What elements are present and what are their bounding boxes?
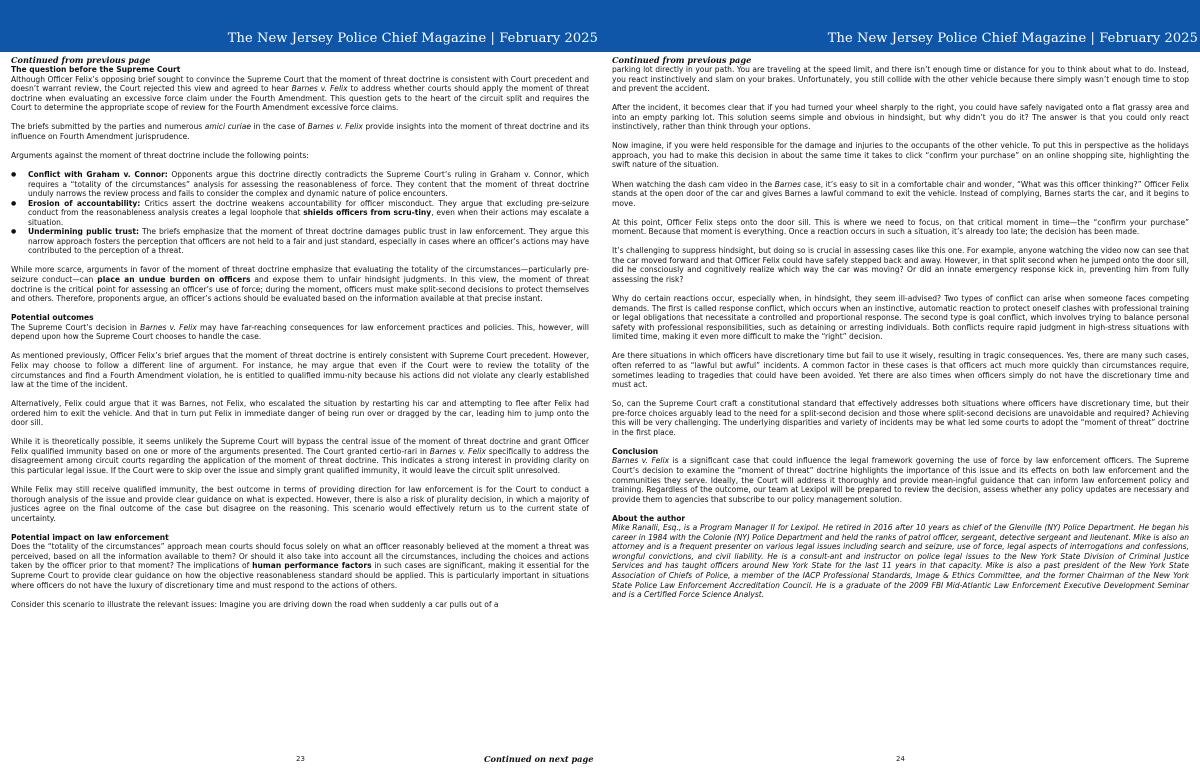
paragraph: Arguments against the moment of threat doctrine include the following points: [11, 150, 309, 160]
right-header-banner [600, 0, 1200, 52]
paragraph: While more scarce, arguments in favor of the moment of threat doctrine emphasize that evaluating the totality of the circumstances—particularly pre-seizure conduct—can place an undue burden on officers and expose them to unfair hindsight judgments. In this view, the moment of threat doctrine is the critical point for assessing an officer’s use of force; during the moment, officers must make split-second decisions to protect themselves and others. Therefore, proponents argue, an officer’s actions should be evaluated based on the information available at that precise instant. [11, 265, 589, 304]
paragraph: Are there situations in which officers have discretionary time but fail to use it wisely, resulting in tragic consequences. Yes, there are many such cases, often referred to as “lawful but awful” incidents. A common factor in these cases is that officers act much more quickly than circumstances require, sometimes leading to tragedies that could have been avoided. Yet there are also times when officers simply do not have the discretionary time and must act. [612, 351, 1189, 390]
heading-outcomes: Potential outcomes [11, 313, 94, 323]
heading-about-author: About the author [612, 513, 686, 523]
left-magazine-title: The New Jersey Police Chief Magazine | February 2025 [227, 31, 598, 46]
paragraph: Although Officer Felix’s opposing brief sought to convince the Supreme Court that the moment of threat doctrine is consistent with Court precedent and doesn’t warrant review, the Court rejected this view and agreed to hear Barnes v. Felix to address whether courts should apply the moment of threat doctrine when evaluating an excessive force claim under the Fourth Amendment. This question gets to the heart of the circuit split and requires the Court to determine the appropriate scope of review for the Fourth Amendment excessive force claims. [11, 74, 589, 113]
author-bio: Mike Ranalli, Esq., is a Program Manager II for Lexipol. He retired in 2016 after 10 years as chief of the Glenville (NY) Police Department. He began his career in 1984 with the Colonie (NY) Police Department and held the ranks of patrol officer, sergeant, detective sergeant and lieutenant. Mike is also an attorney and is a frequent presenter on various legal issues including search and seizure, use of force, legal aspects of interrogations and confessions, wrongful convictions, and civil liability. He is a consult-ant and instructor on police legal issues to the New York State Division of Criminal Justice Services and has taught officers around New York State for the last 11 years in that capacity. Mike is also a past president of the New York State Association of Chiefs of Police, a member of the IACP Professional Standards, Image & Ethics Committee, and the former Chairman of the New York State Police Law Enforcement Accreditation Council. He is a graduate of the 2009 FBI Mid-Atlantic Law Enforcement Executive Development Seminar and is a Certified Force Science Analyst. [612, 523, 1189, 600]
paragraph: After the incident, it becomes clear that if you had turned your wheel sharply to the right, you could have safely navigated onto a flat grassy area and into an empty parking lot. This solution seems simple and obvious in hindsight, but why didn’t you do it? The answer is that you could only react instinctively, rather than think through your options. [612, 103, 1189, 132]
paragraph: Consider this scenario to illustrate the relevant issues: Imagine you are driving down the road when suddenly a car pulls out of a [11, 599, 499, 609]
left-header-banner [0, 0, 600, 52]
paragraph: As mentioned previously, Officer Felix’s brief argues that the moment of threat doctrine is entirely consistent with Supreme Court precedent. However, Felix may choose to follow a different line of argument. For instance, he may argue that even if the Court were to review the totality of the circumstances and find a Fourth Amendment violation, he is entitled to qualified immu-nity because his actions did not violate any clearly established law at the time of the incident. [11, 351, 589, 390]
arguments-list [11, 170, 589, 256]
paragraph: The briefs submitted by the parties and numerous amici curiae in the case of Barnes v. Felix provide insights into the moment of threat doctrine and its influence on Fourth Amendment jurisprudence. [11, 122, 589, 141]
paragraph: When watching the dash cam video in the Barnes case, it’s easy to sit in a comfortable chair and wonder, “What was this officer thinking?” Officer Felix stands at the open door of the car and gives Barnes a lawful command to exit the vehicle. Instead of complying, Barnes starts the car, and it begins to move. [612, 179, 1189, 208]
paragraph: While it is theoretically possible, it seems unlikely the Supreme Court will bypass the central issue of the moment of threat doctrine and grant Officer Felix qualified immunity based on one or more of the arguments presented. The Court granted certio-rari in Barnes v. Felix specifically to address the disagreement among circuit courts regarding the application of the moment of threat doctrine. This indicates a strong interest in providing clarity on this particular legal issue. If the Court were to skip over the issue and simply grant qualified immunity, it would leave the circuit split unresolved. [11, 437, 589, 475]
paragraph: parking lot directly in your path. You are traveling at the speed limit, and there isn’t enough time or distance for you to think about what to do. Instead, you react instinctively and slam on your brakes. Unfortunately, you still collide with the other vehicle because there simply wasn’t enough time to stop and prevent the accident. [612, 65, 1189, 94]
list-item: ● Conflict with Graham v. Connor: Opponents argue this doctrine directly contradicts the Supreme Court’s ruling in Graham v. Connor, which requires a “totality of the circumstances” analysis for assessing the reasonableness of force. They content that the moment of threat doctrine unduly narrows the review process and fails to consider the complex and dynamic nature of police encounters. [28, 170, 589, 199]
right-article-body [612, 65, 1189, 609]
paragraph: Barnes v. Felix is a significant case that could influence the legal framework governing the use of force by law enforcement officers. The Supreme Court’s decision to examine the “moment of threat” doctrine highlights the importance of this issue and its effects on both law enforcement and the communities they serve. Ideally, the Court will address it thoroughly and provide mean-ingful guidance that can inform law enforcement policy and training. Regardless of the outcome, our team at Lexipol will be prepared to review the decision, assess whether any policy updates are necessary and provide them to agencies that subscribe to our policy management solution. [612, 456, 1189, 504]
paragraph: While Felix may still receive qualified immunity, the best outcome in terms of providing direction for law enforcement is for the Court to conduct a thorough analysis of the issue and provide clear guidance on what is expected. However, there is also a risk of plurality decision, in which a majority of justices agree on the final outcome of the case but disagree on the reasoning. This scenario would effectively return us to the current state of uncertainty. [11, 485, 589, 523]
right-page-number: 24 [896, 755, 905, 763]
paragraph: Alternatively, Felix could argue that it was Barnes, not Felix, who escalated the situation by restarting his car and attempting to flee after Felix had ordered him to exit the vehicle. And that in turn put Felix in immediate danger of being run over or dragged by the car, leading him to jump onto the door sill. [11, 399, 589, 428]
paragraph: Does the “totality of the circumstances” approach mean courts should focus solely on what an officer reasonably believed at the moment a threat was perceived, based on all the information available to them? Or should it also take into account all the circumstances, including the choices and actions taken by the officer prior to that moment? The implications of human performance factors in such cases are significant, making it essential for the Supreme Court to provide clear guidance on how the objective reasonableness standard should be applied. This is particularly important in situations where officers do not have the luxury of discretionary time and must respond to the actions of others. [11, 542, 590, 590]
paragraph: It’s challenging to suppress hindsight, but doing so is crucial in assessing cases like this one. For example, anyone watching the video now can see that the car moved forward and that Officer Felix could have safely stepped back and away. However, in that split second when he jumped onto the door sill, did he consciously and cognitively realize which way the car was moving? Or did an innate emergency response kick in, preventing him from fully assessing the risk? [612, 246, 1189, 285]
paragraph: Why do certain reactions occur, especially when, in hindsight, they seem ill-advised? Two types of conflict can arise when someone faces competing demands. The first is called response conflict, which occurs when an instinctive, automatic reaction to protect oneself clashes with professional training or legal obligations that necessitate a controlled and proportional response. The second type is goal conflict, which involves trying to balance personal safety with professional responsibilities, such as detaining or arresting individuals. Both conflicts require rapid judgment in high-stress situations with limited time, making it even more difficult to make the “right” decision. [612, 294, 1189, 342]
heading-question: The question before the Supreme Court [11, 65, 181, 74]
left-article-body [11, 65, 589, 619]
paragraph: So, can the Supreme Court craft a constitutional standard that effectively addresses both situations where officers have discretionary time, but their pre-force choices arguably lead to the need for a split-second decision and those where split-second decisions are unavoidable and required? Achieving this will be very challenging. The underlying disparities and variety of incidents may be what led some courts to adopt the “moment of threat” doctrine in the first place. [612, 399, 1189, 437]
paragraph: The Supreme Court’s decision in Barnes v. Felix may have far-reaching consequences for law enforcement practices and policies. This, however, will depend upon how the Supreme Court chooses to handle the case. [11, 322, 589, 342]
right-continued-from: Continued from previous page [612, 55, 752, 65]
list-item: ● Undermining public trust: The briefs emphasize that the moment of threat doctrine damages public trust in law enforcement. They argue this narrow approach fosters the perception that officers are not held to a fair and just standard, especially in cases where an officer’s actions may have contributed to the perception of a threat. [28, 227, 589, 256]
heading-conclusion: Conclusion [612, 446, 659, 456]
paragraph: At this point, Officer Felix steps onto the door sill. This is where we need to focus, on that critical moment in time—the “confirm your purchase” moment. Because that moment is everything. Once a reaction occurs in such a situation, it’s already too late; the decision has been made. [612, 217, 1189, 237]
left-page-number: 23 [296, 755, 305, 763]
left-continued-from: Continued from previous page [11, 55, 151, 65]
paragraph: Now imagine, if you were held responsible for the damage and injuries to the occupants of the other vehicle. To put this in perspective as the holidays approach, you had to make this decision in about the same time it takes to click “confirm your purchase” on an online shopping site, highlighting the swift nature of the situation. [612, 141, 1189, 170]
continued-on-next-page: Continued on next page [484, 754, 594, 764]
list-item: ● Erosion of accountability: Critics assert the doctrine weakens accountability for officer misconduct. They argue that excluding pre-seizure conduct from the reasonableness analysis creates a legal loophole that shields officers from scru-tiny, even when their actions may escalate a situation. [28, 199, 589, 228]
right-magazine-title: The New Jersey Police Chief Magazine | February 2025 [827, 31, 1198, 46]
heading-impact: Potential impact on law enforcement [11, 532, 169, 542]
